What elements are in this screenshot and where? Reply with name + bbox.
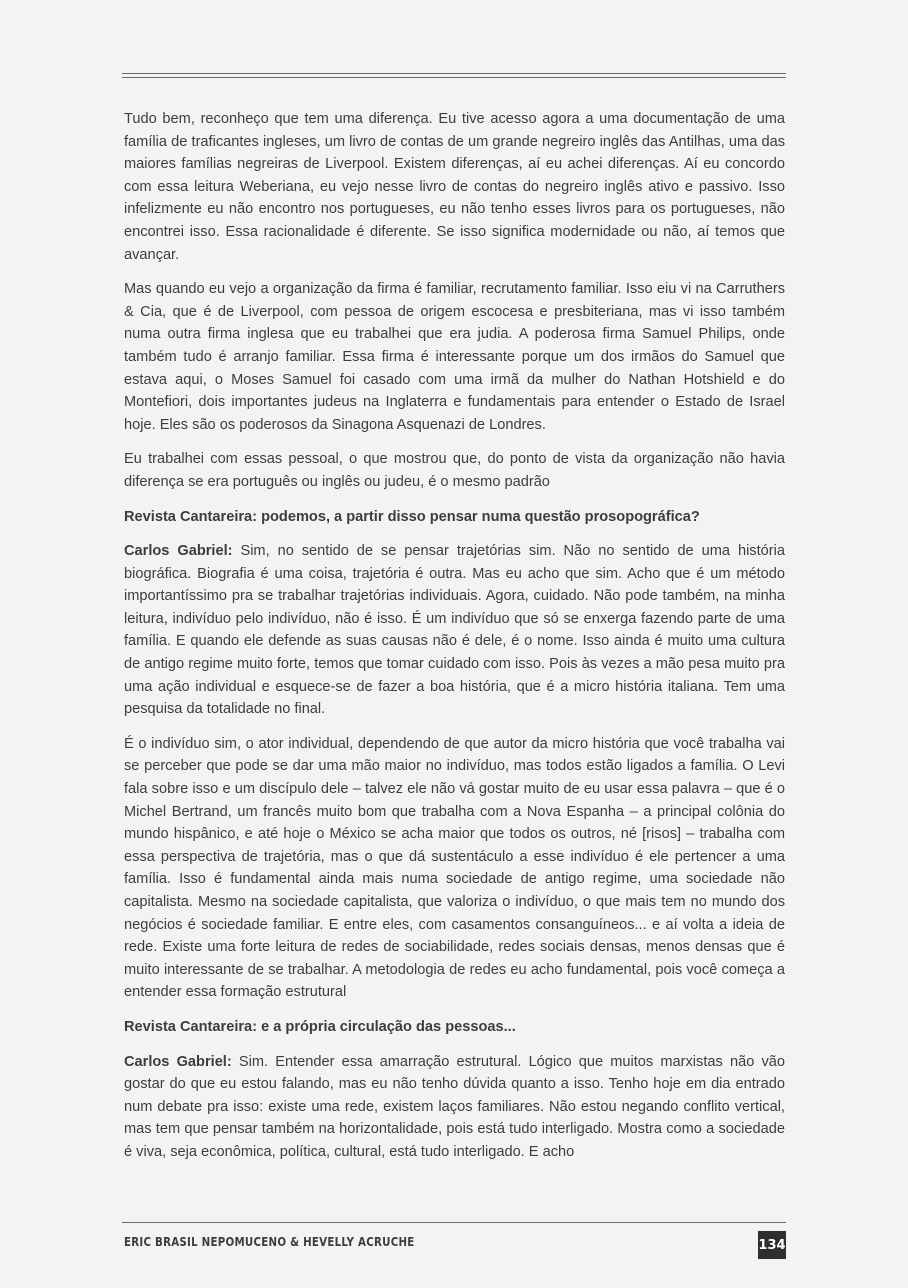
paragraph-3: Eu trabalhei com essas pessoal, o que mostrou que, do ponto de vista da organização não havia diferença se era português ou inglês ou judeu, é o mesmo padrão: [124, 451, 785, 490]
speaker-label: Carlos Gabriel:: [124, 1053, 232, 1070]
page-number-badge: 134: [758, 1231, 786, 1259]
speaker-label: Carlos Gabriel:: [124, 543, 233, 560]
footer-authors: ERIC BRASIL NEPOMUCENO & HEVELLY ACRUCHE: [124, 1234, 415, 1249]
interview-question-2: Revista Cantareira: e a própria circulação das pessoas...: [124, 1018, 516, 1035]
paragraph-4: É o indivíduo sim, o ator individual, dependendo de que autor da micro história que você trabalha vai se perceber que pode se dar uma mão maior no indivíduo, mas todos estão ligados a família. O Levi fala sobre isso e um discípulo dele – talvez ele não vá gostar muito de eu usar essa palavra – que é o Michel Bertrand, um francês muito bom que trabalha com a Nova Espanha – a principal colônia do mundo hispânico, e até hoje o México se acha maior que todos os outros, né [risos] – trabalha com essa perspectiva de trajetória, mas o que dá sustentáculo a esse indivíduo é ele pertencer a uma família. Isso é fundamental ainda mais numa sociedade de antigo regime, uma sociedade não capitalista. Mesmo na sociedade capitalista, que valoriza o indivíduo, o que mais tem no mundo dos negócios é sociedade familiar. E entre eles, com casamentos consanguíneos... e aí volta a ideia de rede. Existe uma forte leitura de redes de sociabilidade, redes sociais densas, menos densas que é muito interessante de se trabalhar. A metodologia de redes eu acho fundamental, pois você começa a entender essa formação estrutural: [124, 735, 785, 1001]
paragraph-2: Mas quando eu vejo a organização da firma é familiar, recrutamento familiar. Isso eiu vi na Carruthers & Cia, que é de Liverpool, com pessoa de origem escocesa e presbiteriana, mas vi isso também numa outra firma inglesa que eu trabalhei que era judia. A poderosa firma Samuel Philips, onde também tudo é arranjo familiar. Essa firma é interessante porque um dos irmãos do Samuel que estava aqui, o Moses Samuel foi casado com uma irmã da mulher do Nathan Hotshield e do Montefiori, dois importantes judeus na Inglaterra e fundamentais para entender o Estado de Israel hoje. Eles são os poderosos da Sinagona Asquenazi de Londres.: [124, 281, 785, 433]
header-rule-bottom: [122, 77, 786, 78]
body-text: [124, 108, 785, 1176]
answer-text: Sim. Entender essa amarração estrutural. Lógico que muitos marxistas não vão gostar do que eu estou falando, mas eu não tenho dúvida quanto a isso. Tenho hoje em dia entrado num debate pra isso: existe uma rede, existem laços familiares. Não estou negando conflito vertical, mas tem que pensar também na horizontalidade, pois está tudo interligado. Mostra como a sociedade é viva, seja econômica, política, cultural, está tudo interligado. E acho: [124, 1053, 786, 1160]
footer-rule: [122, 1222, 786, 1223]
answer-text: Sim, no sentido de se pensar trajetórias sim. Não no sentido de uma história biográfica. Biografia é uma coisa, trajetória é outra. Mas eu acho que sim. Acho que é um método importantíssimo pra se trabalhar trajetórias individuais. Agora, cuidado. Não pode também, na minha leitura, indivíduo pelo indivíduo, não é isso. É um indivíduo que só se enxerga fazendo parte de uma família. E quando ele defende as suas causas não é dele, é o nome. Isso ainda é muito uma cultura de antigo regime muito forte, temos que tomar cuidado com isso. Pois às vezes a mão pesa muito pra uma ação individual e esquece-se de fazer a boa história, que é a micro história italiana. Tem uma pesquisa da totalidade no final.: [124, 543, 785, 718]
header-rule-top: [122, 73, 786, 74]
interview-answer-2: [124, 1051, 785, 1164]
interview-question-1: Revista Cantareira: podemos, a partir disso pensar numa questão prosopográfica?: [124, 508, 700, 525]
paragraph-1: Tudo bem, reconheço que tem uma diferença. Eu tive acesso agora a uma documentação de uma família de traficantes ingleses, um livro de contas de um grande negreiro inglês das Antilhas, uma das maiores famílias negreiras de Liverpool. Existem diferenças, aí eu achei diferenças. Aí eu concordo com essa leitura Weberiana, eu vejo nesse livro de contas do negreiro inglês ativo e passivo. Isso infelizmente eu não encontro nos portugueses, eu não tenho esses livros para os portugueses, não encontrei isso. Essa racionalidade é diferente. Se isso significa modernidade ou não, aí temos que avançar.: [124, 111, 785, 263]
interview-answer-1: [124, 540, 785, 721]
